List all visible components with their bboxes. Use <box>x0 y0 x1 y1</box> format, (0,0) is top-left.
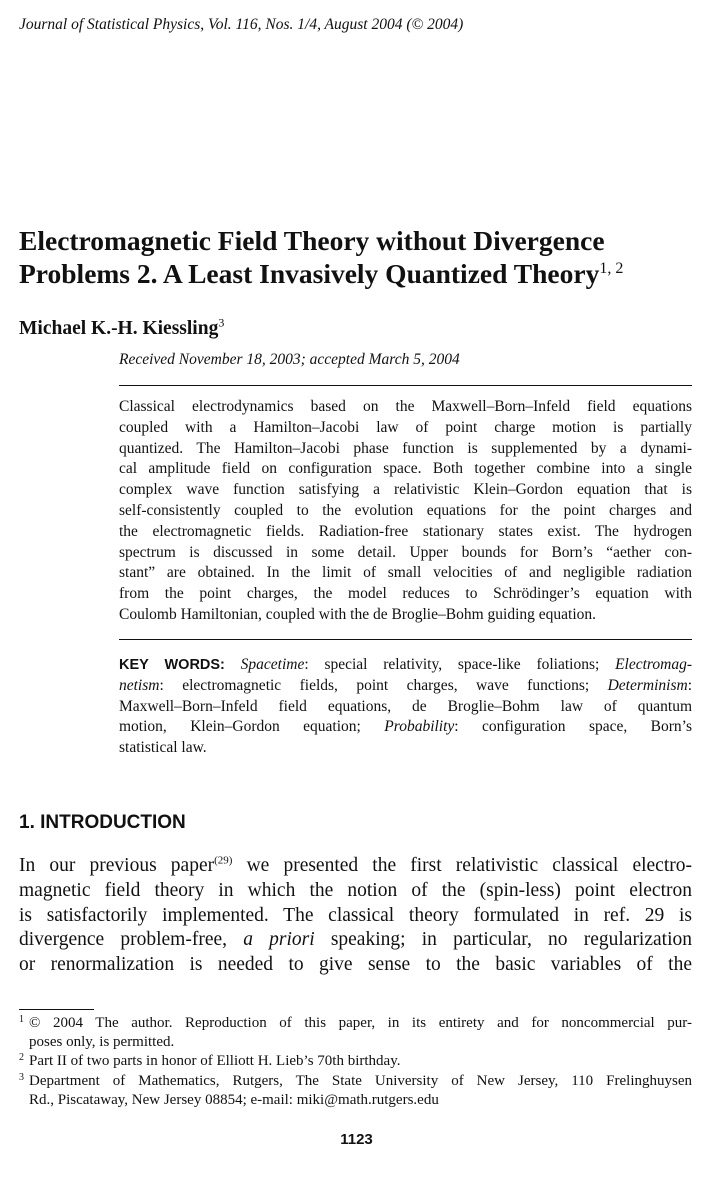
intro-line: magnetic field theory in which the notion of the (spin-less) point electron <box>19 879 692 901</box>
abstract-line: Classical electrodynamics based on the Maxwell–Born–Infeld field equations <box>119 398 692 415</box>
abstract-line: quantized. The Hamilton–Jacobi phase function is supplemented by a dynami- <box>119 439 692 457</box>
keyword-term: netism <box>119 676 160 694</box>
abstract-line: cal amplitude field on configuration space. Both together combine into a single <box>119 460 692 478</box>
citation-ref: (29) <box>214 854 233 867</box>
intro-text: we presented the first relativistic classical electro- <box>232 855 692 876</box>
keyword-term: Electromag- <box>615 656 692 673</box>
title-line-2-text: Problems 2. A Least Invasively Quantized Theory <box>19 258 600 289</box>
abstract <box>119 397 692 626</box>
intro-line: is satisfactorily implemented. The classical theory formulated in ref. 29 is <box>19 904 692 926</box>
footnote-rule <box>19 1009 94 1010</box>
intro-text: In our previous paper <box>19 855 215 876</box>
footnote-2 <box>19 1052 692 1071</box>
footnote-1 <box>19 1014 692 1052</box>
journal-header: Journal of Statistical Physics, Vol. 116, Nos. 1/4, August 2004 (© 2004) <box>19 16 464 33</box>
footnote-line: poses only, is permitted. <box>29 1034 175 1051</box>
footnote-line: Part II of two parts in honor of Elliott H. Lieb’s 70th birthday. <box>29 1053 401 1070</box>
abstract-top-rule <box>119 385 692 386</box>
keywords-line <box>119 655 692 676</box>
intro-text: speaking; in particular, no regularization <box>314 929 692 951</box>
keyword-text: : special relativity, space-like foliations; <box>304 656 616 673</box>
keyword-term: Spacetime <box>240 656 305 673</box>
key-words <box>119 655 692 759</box>
intro-text: divergence problem-free, <box>19 929 244 951</box>
abstract-line: the electromagnetic fields. Radiation-free stationary states exist. The hydrogen <box>119 522 692 540</box>
abstract-line: complex wave function satisfying a relativistic Klein–Gordon equation that is <box>119 481 692 499</box>
abstract-line: spectrum is discussed in some detail. Upper bounds for Born’s “aether con- <box>119 543 692 561</box>
page-number: 1123 <box>340 1131 373 1148</box>
keyword-text: : electromagnetic fields, point charges, wave functions; <box>159 676 608 694</box>
intro-line: or renormalization is needed to give sense to the basic variables of the <box>19 954 692 976</box>
author-footnote-mark: 3 <box>218 315 225 330</box>
footnote-mark: 3 <box>19 1071 24 1083</box>
intro-line <box>19 854 692 879</box>
keywords-line <box>119 717 692 738</box>
abstract-line: Coulomb Hamiltonian, coupled with the de Broglie–Bohm guiding equation. <box>119 605 596 623</box>
footnote-3 <box>19 1072 692 1110</box>
paper-title <box>19 224 699 290</box>
abstract-line: coupled with a Hamilton–Jacobi law of point charge motion is partially <box>119 418 692 436</box>
received-dates: Received November 18, 2003; accepted March 5, 2004 <box>119 351 460 368</box>
title-footnote-marks: 1, 2 <box>599 259 624 277</box>
title-line-2 <box>19 257 699 290</box>
keywords-line <box>119 676 692 697</box>
keyword-text: motion, Klein–Gordon equation; <box>119 718 385 736</box>
keywords-line: Maxwell–Born–Infeld field equations, de Broglie–Bohm law of quantum <box>119 697 692 715</box>
abstract-line: from the point charges, the model reduces to Schrödinger’s equation with <box>119 585 692 603</box>
keyword-text: : configuration space, Born’s <box>454 718 692 736</box>
footnote-line: © 2004 The author. Reproduction of this paper, in its entirety and for noncommercial pur- <box>29 1015 692 1031</box>
abstract-line: stant” are obtained. In the limit of small velocities of and negligible radiation <box>119 564 692 582</box>
footnote-mark: 2 <box>19 1052 24 1064</box>
keywords-label: KEY WORDS: <box>119 657 225 673</box>
author-name-text: Michael K.-H. Kiessling <box>19 318 219 339</box>
title-line-1: Electromagnetic Field Theory without Divergence <box>19 225 605 256</box>
footnote-line: Rd., Piscataway, New Jersey 08854; e-mail: miki@math.rutgers.edu <box>29 1091 439 1108</box>
keyword-text: : <box>687 676 692 694</box>
abstract-line: self-consistently coupled to the evolution equations for the point charges and <box>119 501 692 519</box>
intro-paragraph <box>19 854 692 978</box>
footnote-mark: 1 <box>19 1014 24 1025</box>
keyword-term: Determinism <box>607 676 688 694</box>
author-name <box>19 315 225 340</box>
keywords-line: statistical law. <box>119 739 207 757</box>
abstract-bottom-rule <box>119 639 692 640</box>
footnote-line: Department of Mathematics, Rutgers, The State University of New Jersey, 110 Frelinghuysen <box>29 1072 692 1089</box>
intro-emphasis: a priori <box>243 929 315 951</box>
intro-line <box>19 928 692 953</box>
footnotes <box>19 1014 692 1110</box>
section-heading: 1. INTRODUCTION <box>19 812 186 833</box>
keyword-term: Probability <box>384 718 455 736</box>
